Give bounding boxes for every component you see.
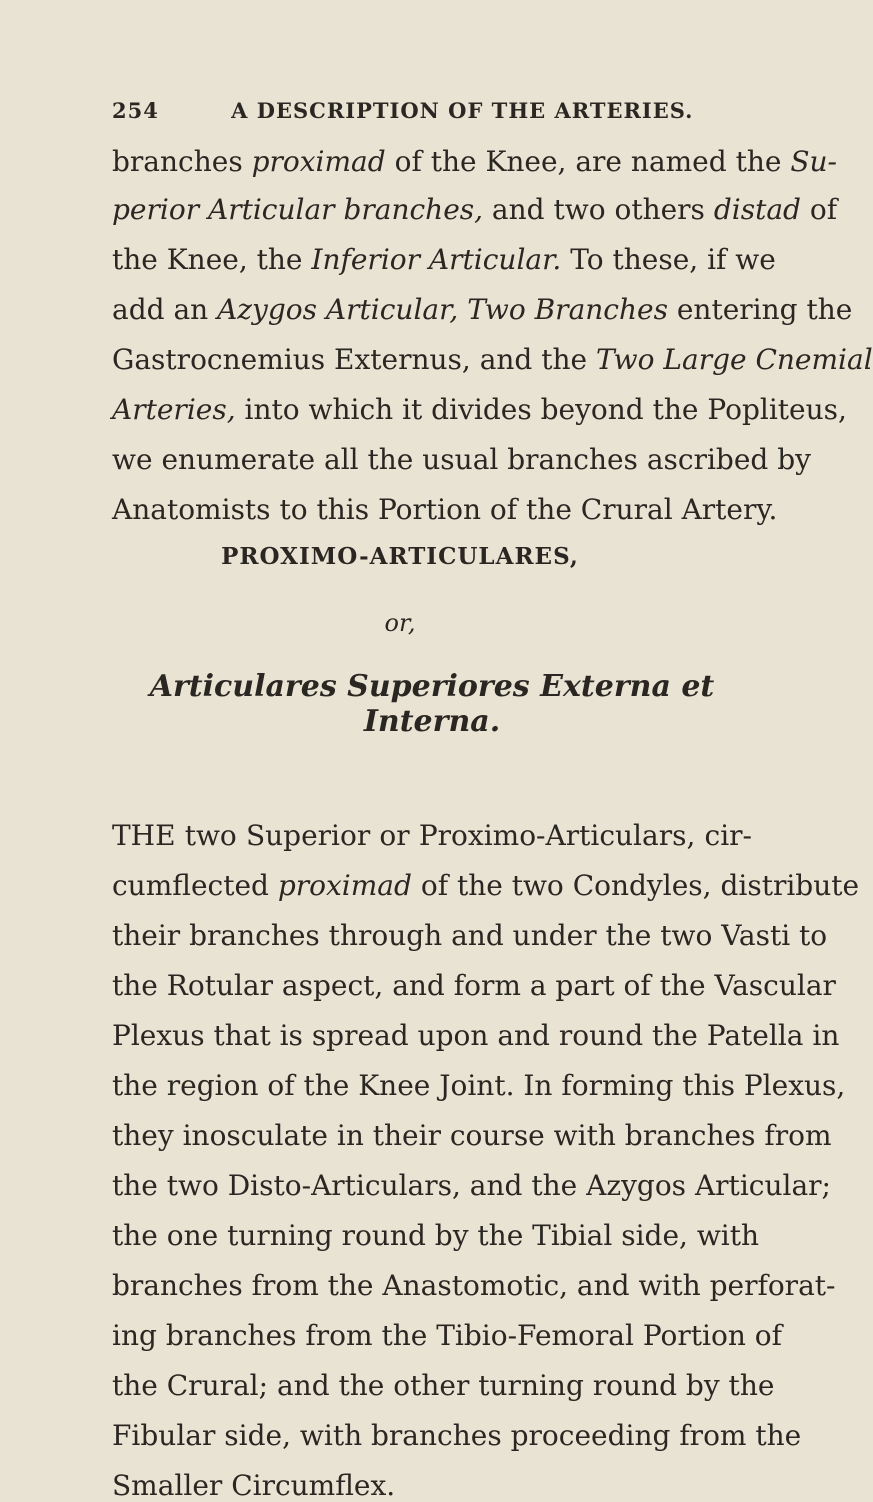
text-run: of — [800, 193, 838, 226]
text-line — [112, 1269, 836, 1302]
italic-text: Arteries, — [112, 393, 236, 426]
text-run: entering the — [667, 293, 853, 326]
text-run: To these, if we — [561, 243, 776, 276]
running-title: A DESCRIPTION OF THE ARTERIES. — [231, 98, 694, 123]
text-run: Anatomists to this Portion of the Crural Artery. — [112, 493, 778, 526]
italic-text: proximad — [277, 869, 412, 902]
section-or: or, — [384, 609, 416, 637]
text-run: branches from the Anastomotic, and with perforat- — [112, 1269, 836, 1302]
text-run: Plexus that is spread upon and round the Patella in — [112, 1019, 840, 1052]
text-line — [112, 1319, 783, 1352]
text-run: the region of the Knee Joint. In forming this Plexus, — [112, 1069, 846, 1102]
text-line — [112, 193, 838, 226]
italic-text: Inferior Articular. — [311, 243, 562, 276]
text-line — [112, 919, 828, 952]
text-run: they inosculate in their course with branches from — [112, 1119, 832, 1152]
text-line — [112, 343, 873, 376]
text-run: the two Disto-Articulars, and the Azygos Articular; — [112, 1169, 831, 1202]
italic-text: Two Large Cnemial — [596, 343, 873, 376]
text-run: add an — [112, 293, 218, 326]
italic-text: perior Articular branches, — [112, 193, 484, 226]
text-line — [112, 145, 838, 178]
text-line — [112, 1369, 775, 1402]
text-line — [112, 1469, 752, 1502]
italic-text: distad — [713, 193, 801, 226]
text-run: the Crural; and the other turning round by the — [112, 1369, 775, 1402]
text-line — [112, 393, 847, 426]
italic-text: proximad — [251, 145, 386, 178]
text-run: their branches through and under the two Vasti to — [112, 919, 828, 952]
text-line — [112, 1019, 840, 1052]
text-line — [112, 443, 811, 476]
text-line — [112, 1219, 760, 1252]
text-run: and two others — [483, 193, 714, 226]
text-line — [112, 293, 853, 326]
text-run: Smaller Circumflex. — [112, 1469, 396, 1502]
text-run: cumflected — [112, 869, 278, 902]
text-run: the Rotular aspect, and form a part of the Vascular — [112, 969, 836, 1002]
text-run: of the Knee, are named the — [385, 145, 791, 178]
text-run: we enumerate all the usual branches ascribed by — [112, 443, 811, 476]
text-run: the one turning round by the Tibial side, with — [112, 1219, 760, 1252]
text-line — [112, 1169, 831, 1202]
text-run: Gastrocnemius Externus, and the — [112, 343, 596, 376]
text-run: Fibular side, with branches proceeding from the — [112, 1419, 802, 1452]
text-line — [112, 1119, 832, 1152]
text-run: of the two Condyles, distribute — [411, 869, 860, 902]
running-header — [112, 98, 694, 123]
text-line — [112, 1069, 846, 1102]
italic-text: Azygos Articular, Two Branches — [217, 293, 668, 326]
text-line — [112, 869, 860, 902]
page-number: 254 — [112, 98, 159, 123]
text-run: the Knee, the — [112, 243, 312, 276]
text-line — [112, 819, 752, 852]
text-line — [112, 969, 836, 1002]
text-line — [112, 493, 778, 526]
text-run: THE two Superior or Proximo-Articulars, cir- — [112, 819, 752, 852]
italic-text: Su- — [790, 145, 838, 178]
text-line — [112, 1419, 802, 1452]
text-run: branches — [112, 145, 252, 178]
text-line — [112, 243, 776, 276]
section-heading: PROXIMO-ARTICULARES, — [221, 543, 579, 570]
section-subheading: Articulares Superiores Externa et Interna. — [149, 669, 715, 739]
text-run: into which it divides beyond the Popliteus, — [235, 393, 847, 426]
text-run: ing branches from the Tibio-Femoral Portion of — [112, 1319, 783, 1352]
